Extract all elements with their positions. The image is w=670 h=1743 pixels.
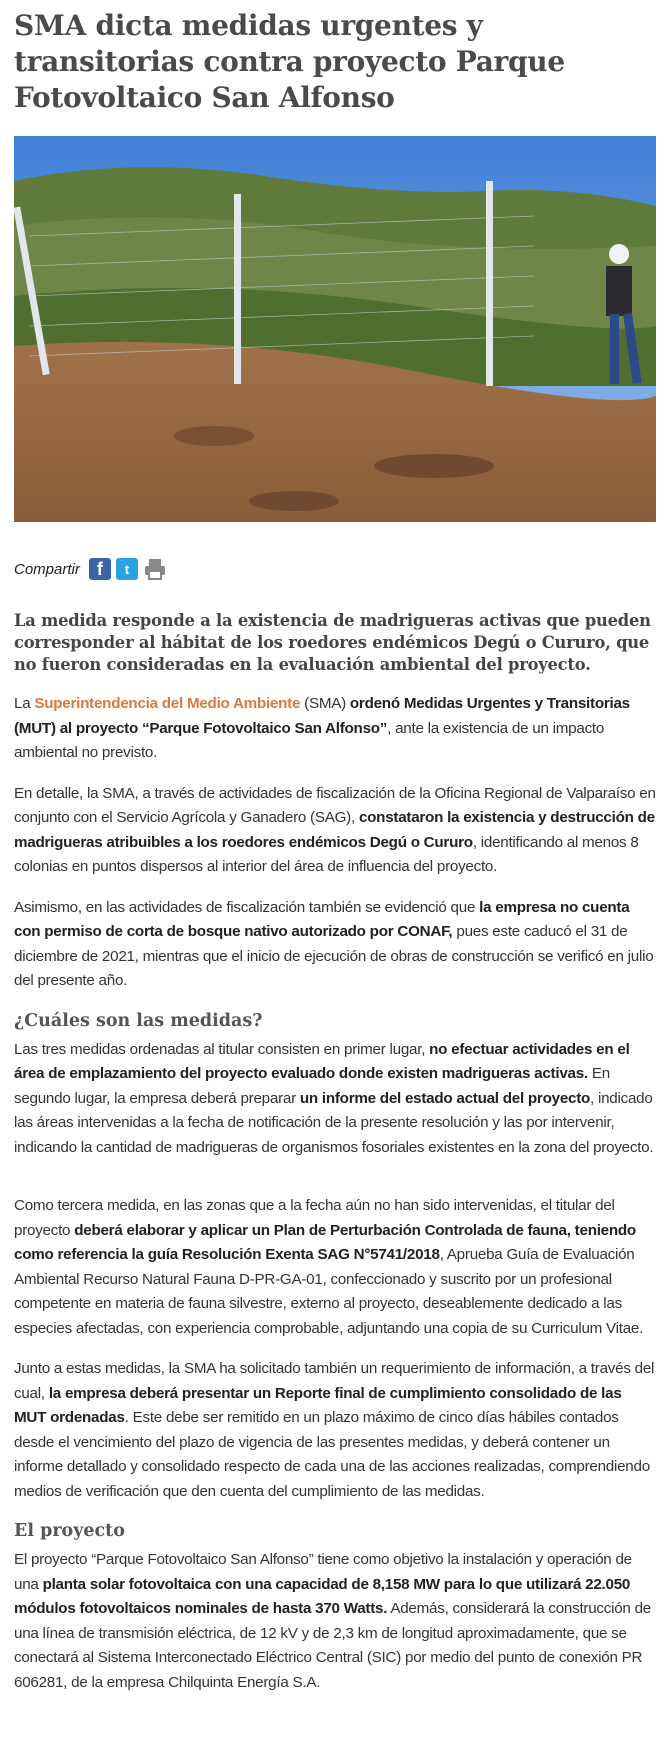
facebook-icon[interactable]: f xyxy=(89,558,111,580)
bold-text: la empresa no cuenta con permiso de corta de bosque nativo autorizado por CONAF, xyxy=(14,898,630,940)
bold-text: deberá elaborar y aplicar un Plan de Perturbación Controlada de fauna, teniendo como referencia la guía Resolución Exenta SAG N°5741/2018 xyxy=(14,1221,636,1263)
text: En detalle, la SMA, a través de actividades de fiscalización de la Oficina Regional de Valparaíso en conjunto con el Servicio Agrícola y Ganadero (SAG), xyxy=(14,784,656,826)
text: , ante la existencia de un impacto ambiental no previsto. xyxy=(14,719,605,761)
bold-text: planta solar fotovoltaica con una capacidad de 8,158 MW para lo que utilizará 22.050 módulos fotovoltaicos nominales de hasta 370 Watts. xyxy=(14,1575,631,1617)
article-lead: La medida responde a la existencia de madrigueras activas que pueden corresponder al hábitat de los roedores endémicos Degú o Cururo, que no fueron consideradas en la evaluación ambiental del proyecto. xyxy=(14,611,651,674)
sma-link[interactable]: Superintendencia del Medio Ambiente xyxy=(34,695,301,712)
bold-text: la empresa deberá presentar un Reporte final de cumplimiento consolidado de las MUT ordenadas xyxy=(14,1384,622,1426)
text: . Este debe ser remitido en un plazo máximo de cinco días hábiles contados desde el vencimiento del plazo de vigencia de las presentes medidas, y deberá contener un informe detallado y consolidado respecto de cada una de las acciones realizadas, comprendiendo medios de verificación que den cuenta del cumplimiento de las medidas. xyxy=(14,1409,650,1500)
text: Además, considerará la construcción de una línea de transmisión eléctrica, de 12 kV y de 2,3 km de longitud aproximadamente, que se conectará al Sistema Interconectado Eléctrico Central (SIC) por medio del punto de conexión PR 606281, de la empresa Chilquinta Energía S.A. xyxy=(14,1600,651,1691)
text: , identificando al menos 8 colonias en puntos dispersos al interior del área de influencia del proyecto. xyxy=(14,833,639,875)
article-paragraph xyxy=(14,1548,656,1695)
article xyxy=(0,8,670,1695)
article-paragraph xyxy=(14,1194,656,1341)
bold-text: constataron la existencia y destrucción de madrigueras atribuibles a los roedores endémicos Degú o Cururo xyxy=(14,809,655,851)
text: Las tres medidas ordenadas al titular consisten en primer lugar, xyxy=(14,1040,430,1058)
bold-text: ordenó Medidas Urgentes y Transitorias (MUT) al proyecto “Parque Fotovoltaico San Alfonso” xyxy=(14,695,630,737)
text: Como tercera medida, en las zonas que a la fecha aún no han sido intervenidas, el titular del proyecto xyxy=(14,1197,615,1239)
article-paragraph xyxy=(14,896,656,994)
bold-text: no efectuar actividades en el área de emplazamiento del proyecto evaluado donde existen madrigueras activas. xyxy=(14,1040,630,1082)
article-title: SMA dicta medidas urgentes y transitorias contra proyecto Parque Fotovoltaico San Alfonso xyxy=(14,9,565,114)
article-paragraph xyxy=(14,1357,656,1504)
bold-text: un informe del estado actual del proyecto xyxy=(299,1089,591,1107)
text: Junto a estas medidas, la SMA ha solicitado también un requerimiento de información, a través del cual, xyxy=(14,1360,655,1402)
text: El proyecto “Parque Fotovoltaico San Alfonso” tiene como objetivo la instalación y operación de una xyxy=(14,1551,632,1593)
share-bar xyxy=(14,556,656,582)
article-paragraph xyxy=(14,692,656,766)
share-label: Compartir xyxy=(14,560,80,578)
text: Asimismo, en las actividades de fiscalización también se evidenció que xyxy=(14,898,480,916)
text: La xyxy=(14,695,35,712)
text: (SMA) xyxy=(300,695,350,712)
text: En segundo lugar, la empresa deberá preparar xyxy=(14,1065,610,1107)
text: , indicado las áreas intervenidas a la fecha de notificación de la presente resolución y las por intervenir, indicando la cantidad de madrigueras de organismos fosoriales existentes en la zona del proyecto. xyxy=(14,1089,654,1156)
article-hero-image xyxy=(14,136,656,522)
article-paragraph xyxy=(14,782,656,880)
print-icon[interactable] xyxy=(143,557,167,581)
twitter-icon[interactable]: t xyxy=(116,558,138,580)
text: , Aprueba Guía de Evaluación Ambiental Recurso Natural Fauna D-PR-GA-01, confeccionado y suscrito por un profesional competente en materia de fauna silvestre, externo al proyecto, deseablemente dedicado a las especies afectadas, con experiencia comprobable, adjuntando una copia de su Curriculum Vitae. xyxy=(14,1246,644,1337)
article-paragraph xyxy=(14,1038,656,1161)
text: pues este caducó el 31 de diciembre de 2021, mientras que el inicio de ejecución de obras de construcción se verificó en julio del presente año. xyxy=(14,923,654,989)
heading-project: El proyecto xyxy=(14,1521,125,1541)
heading-measures: ¿Cuáles son las medidas? xyxy=(14,1010,263,1031)
